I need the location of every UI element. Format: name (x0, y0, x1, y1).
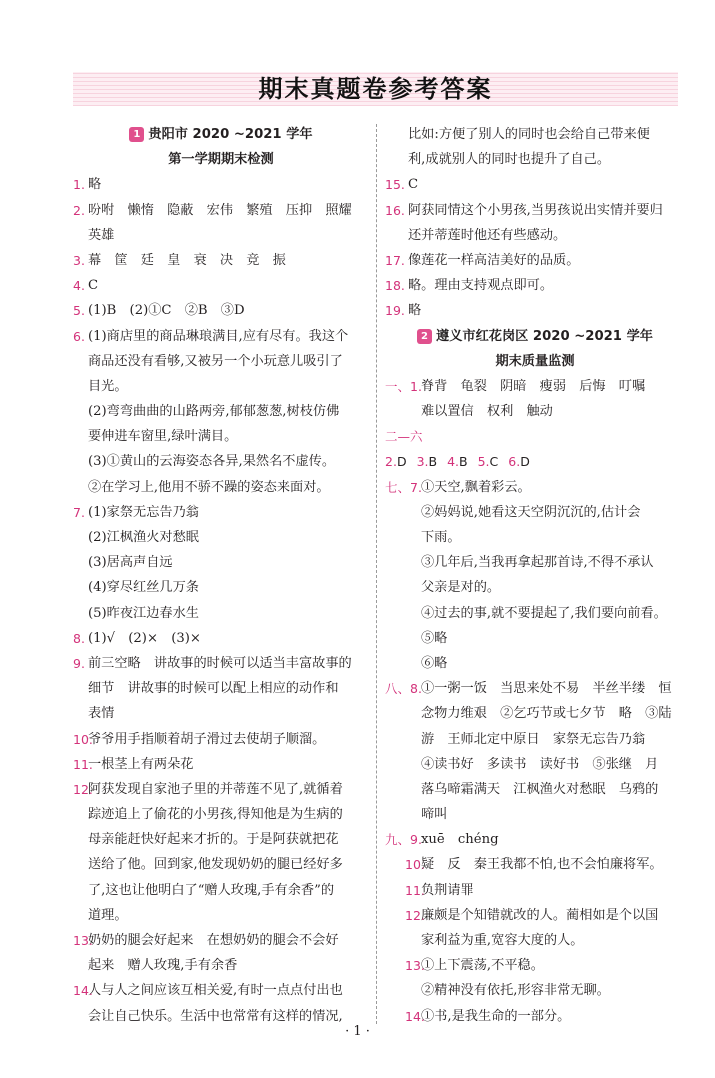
answer-line (73, 223, 369, 248)
answer-line (73, 953, 369, 978)
answer-text: 一根茎上有两朵花 (88, 756, 194, 772)
answer-text: (2)江枫渔火对愁眠 (88, 530, 199, 545)
answer-line (73, 676, 369, 701)
answer-text: 略。理由支持观点即可。 (408, 278, 554, 294)
answer-line (73, 903, 369, 928)
answer-text: 脊背 龟裂 阴暗 瘦弱 后悔 叮嘱 (421, 378, 646, 394)
question-number: 6. (73, 328, 85, 344)
answer-line (385, 248, 685, 273)
question-number: 14. (73, 983, 93, 999)
title-banner (73, 72, 678, 106)
section-title-line-1: 贵阳市 2020 ~2021 学年 (148, 127, 313, 142)
answer-line (385, 878, 685, 903)
choice-answer: 3.B (416, 454, 438, 470)
answer-line (385, 651, 685, 676)
answer-text: ②在学习上,他用不骄不躁的姿态来面对。 (88, 479, 330, 495)
answer-text: 还并蒂莲时他还有些感动。 (408, 227, 567, 243)
answer-text: 了,这也让他明白了“赠人玫瑰,手有余香”的 (88, 882, 335, 898)
section-number-badge: 1 (129, 127, 144, 142)
question-number: 4. (73, 278, 85, 294)
question-number: 二—六 (385, 429, 423, 445)
multiple-choice-answers (385, 449, 540, 475)
answer-text: xuē chéng (421, 832, 499, 848)
answer-text: 落乌啼霜满天 江枫渔火对愁眠 乌鸦的 (421, 781, 659, 797)
question-number: 13. (405, 958, 425, 974)
answer-text: ③几年后,当我再拿起那首诗,不得不承认 (421, 555, 654, 571)
answer-line (73, 550, 369, 575)
answer-text: 起来 赠人玫瑰,手有余香 (88, 958, 238, 974)
question-number: 15. (385, 177, 405, 193)
answer-text: 像莲花一样高洁美好的品质。 (408, 252, 580, 268)
question-number: 10. (405, 857, 425, 873)
choice-answer: 4.B (447, 454, 468, 470)
answer-line (385, 172, 685, 197)
question-number: 1. (73, 177, 85, 193)
answer-text: 要伸进车窗里,绿叶满目。 (88, 429, 238, 445)
answer-text: 英雄 (88, 227, 115, 243)
left-column (73, 122, 369, 1029)
answer-text: 啼叫 (421, 807, 448, 823)
answer-text: 商品还没有看够,又被另一个小玩意儿吸引了 (88, 353, 343, 369)
answer-text: 表情 (88, 706, 115, 722)
answer-text: 奶奶的腿会好起来 在想奶奶的腿会不会好 (88, 933, 339, 948)
answer-line (73, 399, 369, 424)
answer-line (385, 475, 685, 500)
answer-text: ⑤略 (421, 630, 448, 646)
answer-line (73, 701, 369, 726)
section-title-line-2: 期末质量监测 (495, 353, 575, 369)
answer-line (73, 298, 369, 323)
answer-text: (3)①黄山的云海姿态各异,果然名不虚传。 (88, 454, 336, 470)
answer-text: 负荆请罪 (421, 882, 474, 898)
question-number: 13. (73, 933, 93, 948)
section-heading-1 (73, 122, 369, 147)
answer-line (73, 424, 369, 449)
right-continued-answers (385, 122, 685, 324)
answer-text: 父亲是对的。 (421, 580, 501, 596)
answer-line (73, 601, 369, 626)
question-number: 18. (385, 278, 405, 294)
section-number-badge: 2 (417, 329, 432, 344)
answer-line (385, 298, 685, 323)
answer-line (385, 198, 685, 223)
answer-line (385, 147, 685, 172)
answer-text: (4)穿尽红丝几万条 (88, 580, 199, 596)
answer-text: 爷爷用手指顺着胡子滑过去使胡子顺溜。 (88, 731, 326, 747)
answer-text: 比如:方便了别人的同时也会给自己带来便 (408, 127, 650, 142)
answer-line (385, 550, 685, 575)
answer-line (385, 601, 685, 626)
answer-text: ①天空,飘着彩云。 (421, 479, 531, 495)
answer-line (385, 122, 685, 147)
answer-text: 略 (88, 177, 102, 193)
answer-line (385, 978, 685, 1003)
answer-text: 家利益为重,宽容大度的人。 (421, 933, 584, 948)
answer-line (385, 777, 685, 802)
choice-answer: 2.D (385, 454, 407, 470)
answer-text: 疑 反 秦王我都不怕,也不会怕廉将军。 (421, 857, 663, 873)
page-number: · 1 · (345, 1024, 370, 1039)
answer-line (385, 852, 685, 877)
question-number: 七、7. (385, 479, 422, 495)
answer-text: (5)昨夜江边春水生 (88, 605, 199, 621)
page-title: 期末真题卷参考答案 (258, 75, 493, 103)
answer-text: 母亲能赶快好起来才折的。于是阿获就把花 (88, 832, 339, 848)
answer-line (73, 172, 369, 197)
question-number: 一、1. (385, 378, 422, 394)
answer-text: ④读书好 多读书 读好书 ⑤张继 月 (421, 756, 659, 772)
answer-text: ②精神没有依托,形容非常无聊。 (421, 983, 610, 999)
answer-line (385, 802, 685, 827)
answer-text: ①一粥一饭 当思来处不易 半丝半缕 恒 (421, 681, 672, 697)
answer-line (73, 198, 369, 223)
answer-text: ⑥略 (421, 655, 448, 671)
question-number: 11. (405, 882, 425, 898)
answer-line (385, 374, 685, 399)
answer-line (73, 777, 369, 802)
answer-line (73, 852, 369, 877)
question-number: 九、9. (385, 832, 422, 848)
answer-text: 念物力维艰 ②乞巧节或七夕节 略 ③陆 (421, 706, 672, 722)
answer-line (73, 449, 369, 474)
answer-line (73, 928, 369, 953)
answer-line (73, 878, 369, 903)
answer-line (385, 827, 685, 852)
question-number: 11. (73, 756, 93, 772)
question-number: 17. (385, 252, 405, 268)
answer-text: 前三空略 讲故事的时候可以适当丰富故事的 (88, 655, 352, 671)
question-number: 14. (405, 1008, 425, 1024)
question-number: 2. (73, 202, 85, 218)
answer-line (73, 475, 369, 500)
answer-line (385, 273, 685, 298)
answer-line (385, 752, 685, 777)
question-number: 10. (73, 731, 93, 747)
answer-line (73, 802, 369, 827)
question-number: 9. (73, 655, 85, 671)
question-number: 7. (73, 504, 85, 520)
answer-line (73, 324, 369, 349)
answer-text: ①上下震荡,不平稳。 (421, 958, 544, 974)
answer-text: ④过去的事,就不要提起了,我们要向前看。 (421, 605, 667, 621)
answer-line (385, 424, 685, 449)
answer-text: 幕 筐 廷 皇 衰 决 竞 振 (88, 252, 286, 268)
answer-line (385, 223, 685, 248)
answer-line (73, 248, 369, 273)
section-title-line-2: 第一学期期末检测 (168, 152, 274, 168)
answer-text: 踪迹追上了偷花的小男孩,得知他是为生病的 (88, 807, 343, 823)
section-title-line-1: 遵义市红花岗区 2020 ~2021 学年 (436, 328, 653, 344)
answer-line (385, 727, 685, 752)
answer-text: 游 王师北定中原日 家祭无忘告乃翁 (421, 731, 646, 747)
answer-text: (2)弯弯曲曲的山路两旁,郁郁葱葱,树枝仿佛 (88, 404, 340, 420)
answer-line (73, 626, 369, 651)
answer-line (385, 953, 685, 978)
question-number: 3. (73, 252, 85, 268)
answer-line (385, 626, 685, 651)
answer-line (73, 978, 369, 1003)
answer-text: 略 (408, 303, 422, 319)
answer-text: C (408, 177, 419, 193)
question-number: 12. (73, 781, 93, 797)
column-divider (376, 124, 377, 1024)
choice-answer: 5.C (477, 454, 499, 470)
choice-answer: 6.D (508, 454, 530, 470)
answer-text: 难以置信 权利 触动 (421, 404, 553, 420)
answer-line (73, 727, 369, 752)
answer-text: 吩咐 懒惰 隐蔽 宏伟 繁殖 压抑 照耀 (88, 202, 352, 218)
answer-line (385, 500, 685, 525)
answer-line (73, 752, 369, 777)
section-heading-2 (385, 324, 685, 349)
question-number: 八、8. (385, 681, 422, 697)
answer-text: (3)居高声自远 (88, 555, 173, 571)
answer-text: (1)家祭无忘告乃翁 (88, 504, 199, 520)
answer-line (73, 374, 369, 399)
question-number: 5. (73, 303, 85, 319)
question-number: 8. (73, 630, 85, 646)
answer-text: 人与人之间应该互相关爱,有时一点点付出也 (88, 983, 343, 999)
answer-line (385, 676, 685, 701)
answer-line (73, 500, 369, 525)
answer-text: 廉颇是个知错就改的人。蔺相如是个以国 (421, 907, 659, 923)
answer-line (73, 273, 369, 298)
answer-line (385, 525, 685, 550)
question-number: 19. (385, 303, 405, 319)
answer-text: (1)√ (2)× (3)× (88, 630, 201, 646)
answer-line (385, 449, 685, 474)
answer-text: 利,成就别人的同时也提升了自己。 (408, 152, 611, 168)
answer-text: (1)商店里的商品琳琅满目,应有尽有。我这个 (88, 328, 349, 344)
answer-line (385, 575, 685, 600)
answer-text: ②妈妈说,她看这天空阴沉沉的,估计会 (421, 504, 641, 520)
answer-text: 细节 讲故事的时候可以配上相应的动作和 (88, 681, 339, 697)
section-2-answers (385, 374, 685, 1029)
answer-text: ①书,是我生命的一部分。 (421, 1008, 571, 1024)
answer-line (73, 349, 369, 374)
answer-line (385, 701, 685, 726)
question-number: 12. (405, 907, 425, 923)
answer-line (73, 651, 369, 676)
answer-text: 阿获同情这个小男孩,当男孩说出实情并要归 (408, 202, 663, 218)
answer-line (73, 827, 369, 852)
answer-line (385, 928, 685, 953)
answer-line (73, 525, 369, 550)
answer-line (73, 575, 369, 600)
answer-text: 道理。 (88, 907, 128, 923)
answer-text: 下雨。 (421, 530, 461, 545)
answer-text: 会让自己快乐。生活中也常常有这样的情况, (88, 1008, 343, 1024)
right-column (385, 122, 685, 1029)
answer-line (385, 903, 685, 928)
answer-text: (1)B (2)①C ②B ③D (88, 303, 245, 319)
answer-text: C (88, 278, 99, 294)
answer-line (385, 399, 685, 424)
answer-text: 送给了他。回到家,他发现奶奶的腿已经好多 (88, 857, 343, 873)
answer-text: 目光。 (88, 378, 128, 394)
answer-text: 阿获发现自家池子里的并蒂莲不见了,就循着 (88, 781, 343, 797)
question-number: 16. (385, 202, 405, 218)
